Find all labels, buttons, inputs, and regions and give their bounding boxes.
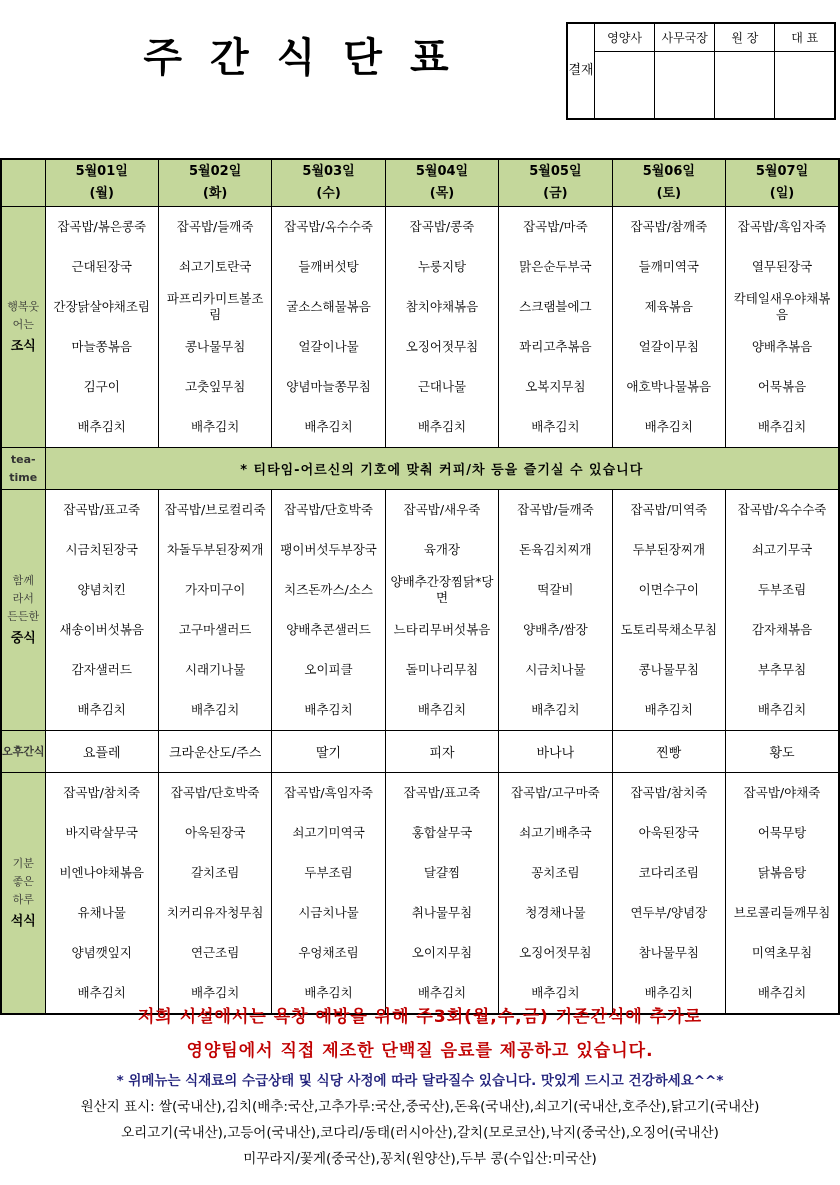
menu-item: 두부조림	[304, 865, 353, 880]
menu-item: 누룽지탕	[417, 259, 467, 274]
menu-item: 잡곡밥/야채죽	[743, 785, 821, 800]
menu-item: 근대나물	[417, 379, 467, 394]
day-header: 5월04일 (목)	[385, 159, 498, 207]
menu-cell	[726, 490, 839, 731]
menu-item: 오징어젓무침	[405, 339, 479, 354]
menu-item: 치커리유자청무침	[166, 905, 264, 920]
day-header-row	[1, 159, 839, 207]
snack-item: 요플레	[45, 731, 158, 773]
teatime-label: tea-time	[1, 448, 45, 490]
menu-item: 배추김치	[77, 419, 126, 434]
menu-item: 잡곡밥/콩죽	[409, 219, 475, 234]
menu-item: 쇠고기미역국	[292, 825, 365, 840]
menu-cell	[158, 207, 271, 448]
menu-item: 잡곡밥/표고죽	[63, 502, 141, 517]
menu-cell	[158, 773, 271, 1015]
menu-item: 배추김치	[757, 419, 807, 434]
menu-item: 돌미나리무침	[405, 662, 479, 677]
menu-item: 잡곡밥/브로컬리죽	[164, 502, 266, 517]
menu-item: 잡곡밥/옥수수죽	[284, 219, 373, 234]
menu-cell	[726, 773, 839, 1015]
notice-line: 영양팀에서 직접 제조한 단백질 음료를 제공하고 있습니다.	[186, 1041, 654, 1061]
menu-item: 양배추콘샐러드	[286, 622, 371, 637]
lunch-row	[1, 490, 839, 731]
menu-item: 아욱된장국	[638, 825, 700, 840]
menu-item: 팽이버섯두부장국	[280, 542, 377, 557]
menu-item: 시금치나물	[525, 662, 586, 677]
menu-item: 오이피클	[304, 662, 353, 677]
day-header: 5월05일 (금)	[499, 159, 612, 207]
menu-item: 배추김치	[77, 985, 126, 1000]
menu-item: 가자미구이	[184, 582, 246, 597]
lunch-label: 함께 라서 든든한 중식	[1, 490, 45, 731]
menu-cell	[499, 773, 612, 1015]
menu-item: 배추김치	[644, 985, 693, 1000]
menu-item: 얼갈이나물	[298, 339, 359, 354]
menu-item: 이면수구이	[638, 582, 700, 597]
menu-item: 잡곡밥/참치죽	[630, 785, 708, 800]
dinner-label: 기분 좋은 하루 석식	[1, 773, 45, 1015]
menu-item: 배추김치	[190, 985, 240, 1000]
menu-item: 부추무침	[757, 662, 807, 677]
menu-item: 굴소스해물볶음	[286, 299, 371, 314]
menu-item: 비엔나야채볶음	[59, 865, 144, 880]
menu-item: 감자샐러드	[71, 662, 132, 677]
menu-item: 느타리무버섯볶음	[393, 622, 491, 637]
notice-line: 저희 시설에서는 욕창 예방을 위해 주3회(월,수,금) 기존간식에 추가로	[137, 1007, 703, 1027]
menu-cell	[612, 490, 725, 731]
menu-item: 오복지무침	[525, 379, 586, 394]
menu-item: 고구마샐러드	[178, 622, 252, 637]
menu-item: 잡곡밥/흑임자죽	[737, 219, 827, 234]
menu-cell	[499, 490, 612, 731]
approval-sign-box	[715, 51, 775, 119]
approval-role-ceo: 대 표	[775, 23, 835, 51]
weekly-menu-table	[0, 158, 840, 1015]
menu-change-warning: * 위메뉴는 식재료의 수급상태 및 식당 사정에 따라 달라질수 있습니다. 맛있게 드시고 건강하세요^^*	[116, 1073, 724, 1089]
menu-item: 배추김치	[531, 985, 580, 1000]
origin-line: 미꾸라지/꽃게(중국산),꽁치(원양산),두부 콩(수입산:미국산)	[243, 1151, 597, 1167]
menu-item: 잡곡밥/참깨죽	[630, 219, 708, 234]
menu-item: 참나물무침	[638, 945, 700, 960]
menu-item: 잡곡밥/볶은콩죽	[57, 219, 147, 234]
snack-label: 오후간식	[1, 731, 45, 773]
menu-item: 잡곡밥/들깨죽	[176, 219, 254, 234]
day-header: 5월03일 (수)	[272, 159, 385, 207]
approval-sign-box	[655, 51, 715, 119]
menu-item: 어묵무탕	[757, 825, 807, 840]
menu-item: 잡곡밥/미역죽	[630, 502, 708, 517]
menu-item: 유채나물	[77, 905, 126, 920]
menu-cell	[158, 490, 271, 731]
menu-item: 잡곡밥/마죽	[523, 219, 588, 234]
approval-role-nutritionist: 영양사	[595, 23, 655, 51]
menu-item: 바지락살무국	[65, 825, 138, 840]
menu-item: 시래기나물	[184, 662, 246, 677]
day-header: 5월06일 (토)	[612, 159, 725, 207]
menu-item: 배추김치	[531, 419, 580, 434]
menu-item: 새송이버섯볶음	[59, 622, 144, 637]
menu-item: 콩나물무침	[184, 339, 246, 354]
menu-item: 어묵볶음	[757, 379, 807, 394]
menu-item: 칵테일새우야채볶음	[733, 291, 831, 322]
menu-cell	[385, 207, 498, 448]
menu-item: 오이지무침	[411, 945, 473, 960]
menu-item: 오징어젓무침	[519, 945, 592, 960]
menu-item: 마늘쫑볶음	[71, 339, 132, 354]
menu-cell	[45, 490, 158, 731]
menu-item: 맑은순두부국	[519, 259, 592, 274]
menu-cell	[272, 490, 385, 731]
menu-cell	[612, 207, 725, 448]
menu-cell	[726, 207, 839, 448]
menu-item: 치즈돈까스/소스	[284, 582, 373, 597]
menu-item: 양념깻잎지	[71, 945, 132, 960]
menu-item: 배추김치	[304, 985, 353, 1000]
teatime-row	[1, 448, 839, 490]
dinner-row	[1, 773, 839, 1015]
day-header: 5월02일 (화)	[158, 159, 271, 207]
teatime-note: * 티타임-어르신의 기호에 맞춰 커피/차 등을 즐기실 수 있습니다	[45, 448, 839, 490]
menu-item: 쇠고기토란국	[178, 259, 252, 274]
day-header: 5월07일 (일)	[726, 159, 839, 207]
menu-cell	[612, 773, 725, 1015]
menu-item: 배추김치	[417, 985, 467, 1000]
corner-cell	[1, 159, 45, 207]
menu-item: 달걀찜	[423, 865, 461, 880]
menu-item: 아욱된장국	[184, 825, 246, 840]
menu-item: 양배추볶음	[751, 339, 813, 354]
menu-item: 잡곡밥/들깨죽	[517, 502, 594, 517]
menu-item: 두부조림	[757, 582, 807, 597]
menu-cell	[272, 773, 385, 1015]
menu-item: 잡곡밥/참치죽	[63, 785, 141, 800]
menu-item: 잡곡밥/고구마죽	[511, 785, 600, 800]
origin-line: 오리고기(국내산),고등어(국내산),코다리/동태(러시아산),갈치(모로코산),낙지(중국산),오징어(국내산)	[121, 1125, 719, 1141]
menu-item: 잡곡밥/단호박죽	[170, 785, 260, 800]
menu-item: 파프리카미트볼조림	[166, 291, 264, 322]
origin-line: 원산지 표시: 쌀(국내산),김치(배추:국산,고추가루:국산,중국산),돈육(국내산),쇠고기(국내산,호주산),닭고기(국내산)	[80, 1099, 760, 1115]
menu-item: 우엉채조림	[298, 945, 359, 960]
menu-cell	[45, 773, 158, 1015]
menu-item: 제육볶음	[644, 299, 693, 314]
menu-item: 스크램블에그	[519, 299, 592, 314]
menu-item: 쇠고기배추국	[519, 825, 592, 840]
snack-item: 크라운산도/주스	[158, 731, 271, 773]
menu-item: 배추김치	[190, 419, 240, 434]
menu-item: 배추김치	[644, 419, 693, 434]
snack-item: 바나나	[499, 731, 612, 773]
menu-item: 두부된장찌개	[632, 542, 706, 557]
menu-item: 참치야채볶음	[405, 299, 479, 314]
menu-item: 배추김치	[644, 702, 693, 717]
menu-item: 청경채나물	[525, 905, 586, 920]
menu-cell	[499, 207, 612, 448]
menu-item: 도토리묵채소무침	[620, 622, 718, 637]
menu-item: 양배추간장찜닭*당면	[390, 574, 494, 605]
menu-item: 갈치조림	[190, 865, 240, 880]
breakfast-row	[1, 207, 839, 448]
menu-item: 꽁치조림	[531, 865, 580, 880]
menu-item: 양념마늘쫑무침	[286, 379, 371, 394]
menu-item: 배추김치	[417, 419, 467, 434]
menu-item: 육개장	[423, 542, 461, 557]
menu-item: 잡곡밥/흑임자죽	[284, 785, 373, 800]
menu-item: 근대된장국	[71, 259, 132, 274]
snack-row	[1, 731, 839, 773]
menu-item: 애호박나물볶음	[626, 379, 712, 394]
day-header: 5월01일 (월)	[45, 159, 158, 207]
menu-item: 홍합살무국	[411, 825, 473, 840]
menu-item: 시금치된장국	[65, 542, 138, 557]
menu-item: 브로콜리들깨무침	[733, 905, 831, 920]
menu-item: 꽈리고추볶음	[519, 339, 592, 354]
menu-cell	[385, 773, 498, 1015]
menu-item: 잡곡밥/단호박죽	[284, 502, 373, 517]
menu-item: 배추김치	[77, 702, 126, 717]
menu-item: 배추김치	[304, 419, 353, 434]
snack-item: 찐빵	[612, 731, 725, 773]
menu-item: 쇠고기무국	[751, 542, 813, 557]
menu-item: 간장닭살야채조림	[53, 299, 151, 314]
menu-item: 열무된장국	[751, 259, 813, 274]
menu-item: 미역초무침	[751, 945, 813, 960]
menu-cell	[45, 207, 158, 448]
menu-item: 고춧잎무침	[184, 379, 246, 394]
menu-item: 들깨버섯탕	[298, 259, 359, 274]
menu-item: 감자채볶음	[751, 622, 813, 637]
menu-item: 배추김치	[757, 985, 807, 1000]
page-title: 주간식단표	[143, 35, 477, 81]
menu-item: 연근조림	[190, 945, 240, 960]
approval-role-office-manager: 사무국장	[655, 23, 715, 51]
menu-item: 배추김치	[190, 702, 240, 717]
approval-sign-box	[775, 51, 835, 119]
snack-item: 피자	[385, 731, 498, 773]
menu-cell	[385, 490, 498, 731]
menu-item: 잡곡밥/표고죽	[403, 785, 481, 800]
breakfast-label: 행복웃 어는 조식	[1, 207, 45, 448]
menu-item: 들깨미역국	[638, 259, 700, 274]
snack-item: 딸기	[272, 731, 385, 773]
approval-sign-box	[595, 51, 655, 119]
menu-item: 잡곡밥/옥수수죽	[737, 502, 827, 517]
approval-role-director: 원 장	[715, 23, 775, 51]
menu-item: 배추김치	[304, 702, 353, 717]
menu-item: 콩나물무침	[638, 662, 700, 677]
menu-item: 차돌두부된장찌개	[166, 542, 264, 557]
menu-item: 김구이	[83, 379, 120, 394]
menu-item: 배추김치	[531, 702, 580, 717]
menu-item: 얼갈이무침	[638, 339, 700, 354]
approval-side-label: 결재	[567, 23, 595, 119]
menu-item: 닭볶음탕	[757, 865, 807, 880]
menu-item: 양념치킨	[77, 582, 126, 597]
footer-notes	[0, 1000, 840, 1185]
menu-item: 배추김치	[417, 702, 467, 717]
menu-item: 시금치나물	[298, 905, 359, 920]
menu-cell	[272, 207, 385, 448]
snack-item: 황도	[726, 731, 839, 773]
menu-item: 배추김치	[757, 702, 807, 717]
menu-item: 돈육김치찌개	[519, 542, 592, 557]
menu-item: 떡갈비	[537, 582, 574, 597]
menu-item: 잡곡밥/새우죽	[403, 502, 481, 517]
menu-item: 취나물무침	[411, 905, 473, 920]
approval-box	[566, 22, 836, 120]
menu-item: 연두부/양념장	[630, 905, 708, 920]
menu-item: 코다리조림	[638, 865, 700, 880]
menu-item: 양배추/쌈장	[523, 622, 588, 637]
